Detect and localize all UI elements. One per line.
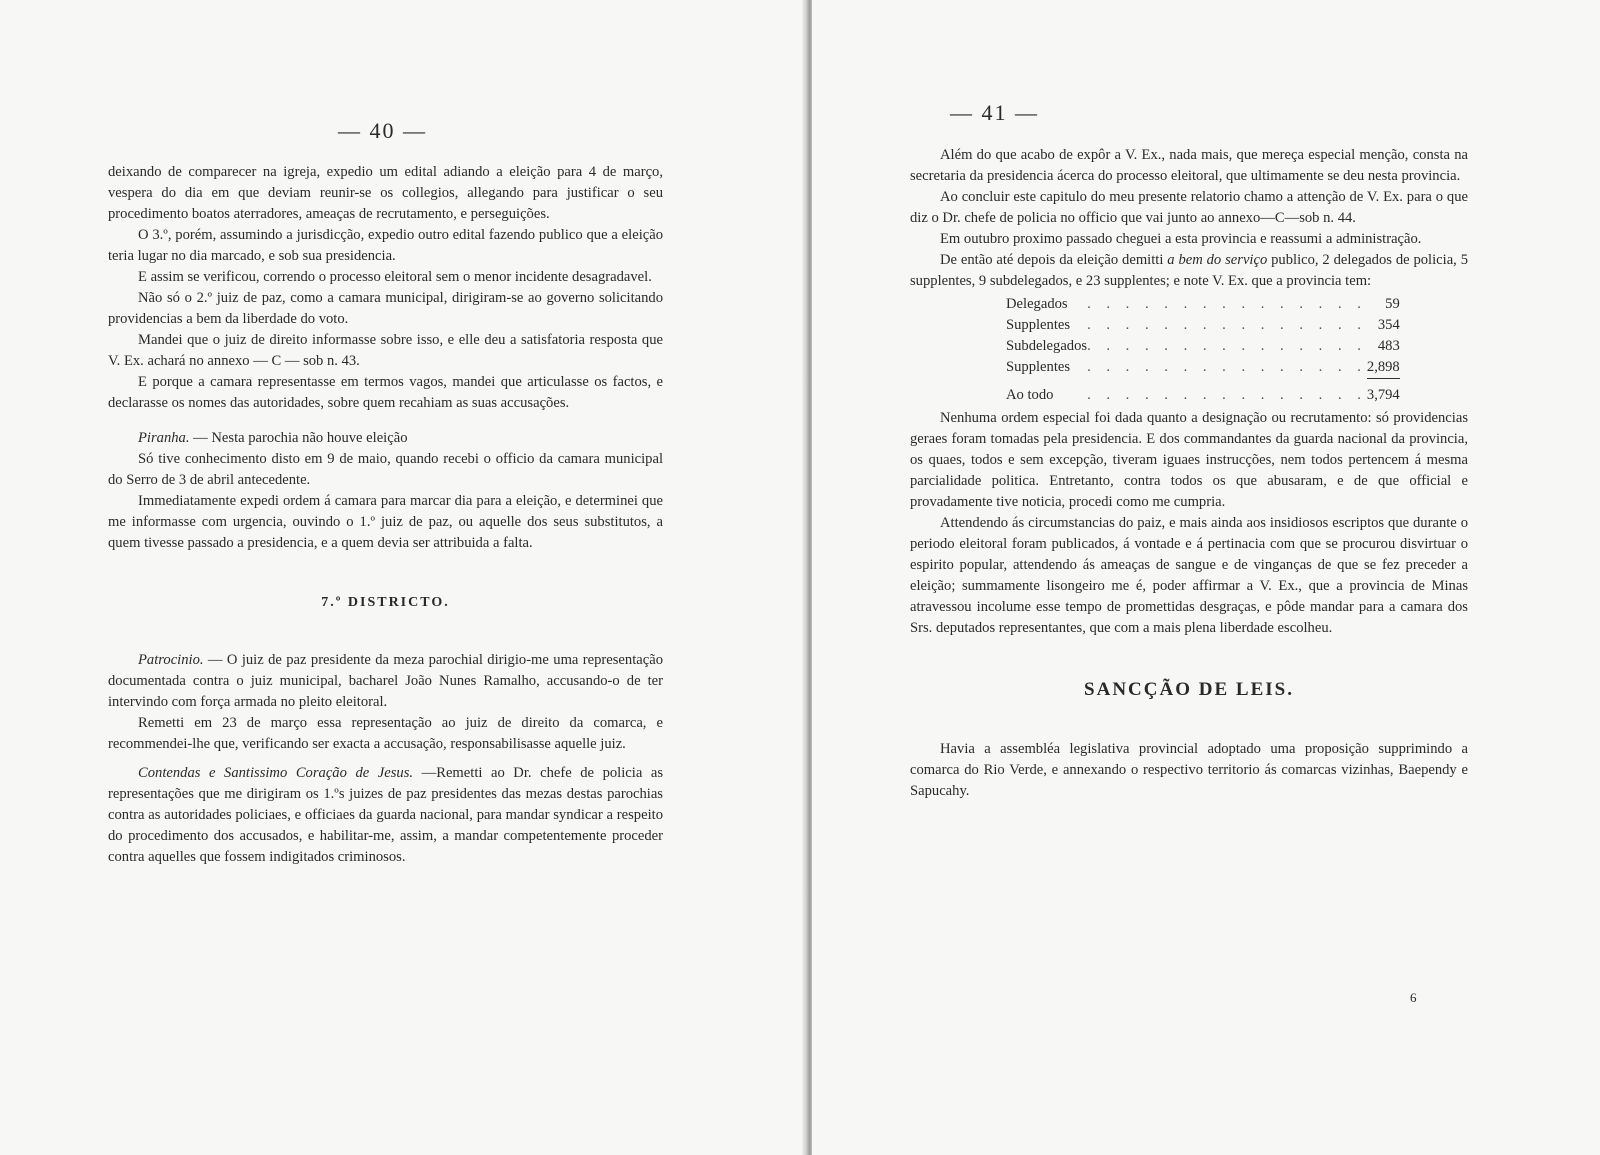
paragraph: Havia a assembléa legislativa provincial adoptado uma proposição supprimindo a comarca do Rio Verde, e annexando o respectivo territorio ás comarcas vizinhas, Baependy e Sapucahy. (910, 741, 1468, 799)
leader-dots: . . . . . . . . . . . . . . . (1087, 338, 1367, 354)
table-row (1006, 315, 1400, 336)
total-value: 3,794 (1366, 387, 1400, 403)
left-text-block (108, 162, 663, 868)
paragraph: Em outubro proximo passado cheguei a esta provincia e reassumi a administração. (940, 231, 1422, 247)
sheet-number: 6 (1410, 990, 1417, 1005)
paragraph: Attendendo ás circumstancias do paiz, e mais ainda aos insidiosos escriptos que durante o periodo eleitoral foram publicados, á vontade e á pertinacia com que se procurou disvirtuar o espirito popular, attendendo ás ameaças de sangue e de vinganças de que se fez preceder a eleição; summamente lisongeiro me é, poder affirmar a V. Ex., que a provincia de Minas atravessou incolume esse tempo de promettidas desgraças, e pôde mandar para a camara dos Srs. deputados representantes, que com a mais plena liberdade escolheu. (910, 515, 1468, 636)
paragraph: deixando de comparecer na igreja, expedio um edital adiando a eleição para 4 de março, vespera do dia em que deviam reunir-se os collegios, allegando para justificar o seu procedimento boatos aterradores, ameaças de recrutamento, e perseguições. (108, 164, 663, 222)
place-name: Patrocinio. (138, 652, 204, 668)
row-value: 2,898 (1367, 357, 1400, 379)
page-number-right: — 41 — (950, 100, 1039, 125)
paragraph: O 3.º, porém, assumindo a jurisdicção, expedio outro edital fazendo publico que a eleição teria lugar no dia marcado, e sob sua presidencia. (108, 227, 663, 264)
table-total-row (1006, 379, 1400, 407)
leader-dots: . . . . . . . . . . . . . . . (1087, 359, 1367, 376)
right-page (812, 0, 1600, 1155)
paragraph-text: —Remetti ao Dr. chefe de policia as representações que me dirigiram os 1.ºs juizes de paz presidentes das mezas destas parochias contra as autoridades policiaes, e officiaes da guarda nacional, para mandar syndicar a respeito do procedimento dos accusados, e habilitar-me, assim, a mandar competentemente proceder contra aquelles que fossem indigitados criminosos. (108, 765, 664, 865)
paragraph-contendas (108, 763, 663, 868)
total-label: Ao todo (1006, 386, 1054, 403)
table-row (1006, 336, 1400, 357)
italic-phrase: a bem do serviço (1167, 252, 1268, 268)
paragraph-patrocinio (108, 650, 663, 713)
paragraph-text: — Nesta parochia não houve eleição (193, 430, 408, 446)
paragraph: Remetti em 23 de março essa representação ao juiz de direito da comarca, e recommendei-lhe que, verificando ser exacta a accusação, responsabilisasse aquelle juiz. (108, 715, 663, 752)
paragraph: E porque a camara representasse em termos vagos, mandei que articulasse os factos, e declarasse os nomes das autoridades, sobre quem recahiam as suas accusações. (108, 374, 663, 411)
paragraph: Immediatamente expedi ordem á camara para marcar dia para a eleição, e determinei que me informasse com urgencia, ouvindo o 1.º juiz de paz, ou aquelle dos seus substitutos, a quem tivesse passado a presidencia, e a quem devia ser attribuida a falta. (108, 493, 663, 551)
right-text-block (910, 145, 1468, 802)
paragraph: Não só o 2.º juiz de paz, como a camara municipal, dirigiram-se ao governo solicitando providencias a bem da liberdade do voto. (108, 290, 663, 327)
row-label: Delegados (1006, 296, 1068, 312)
paragraph-text: De então até depois da eleição demitti (940, 252, 1164, 268)
place-name: Piranha. (138, 430, 190, 446)
paragraph-text: — O juiz de paz presidente da meza parochial dirigio-me uma representação documentada contra o juiz municipal, bacharel João Nunes Ramalho, accusando-o de ter intervindo com força armada no pleito eleitoral. (108, 652, 663, 710)
row-value: 354 (1377, 317, 1400, 333)
paragraph: Nenhuma ordem especial foi dada quanto a designação ou recrutamento: só providencias geraes foram tomadas pela presidencia. E dos commandantes da guarda nacional da provincia, os quaes, todos e sem excepção, tiveram iguaes instrucções, nem todos pertencem á mesma parcialidade politica. Entretanto, contra todos os que abusaram, e de que official e provadamente tive noticia, procedi como me cumpria. (910, 410, 1468, 510)
officials-table (1006, 294, 1400, 406)
page-number-left: — 40 — (338, 118, 427, 143)
leader-dots: . . . . . . . . . . . . . . . (1087, 386, 1367, 403)
paragraph: E assim se verificou, correndo o processo eleitoral sem o menor incidente desagradavel. (138, 269, 652, 285)
paragraph-text: publico, 2 delegados de policia, 5 supplentes, 9 subdelegados, e 23 supplentes; e note V. Ex. que a provincia tem: (910, 252, 1468, 289)
paragraph: Além do que acabo de expôr a V. Ex., nada mais, que mereça especial menção, consta na secretaria da presidencia ácerca do processo eleitoral, que ultimamente se deu nesta provincia. (910, 147, 1468, 184)
row-value: 59 (1385, 296, 1400, 312)
section-heading: SANCÇÃO DE LEIS. (1084, 678, 1294, 700)
table-row (1006, 357, 1400, 379)
district-heading: 7.º DISTRICTO. (321, 594, 450, 610)
place-name: Contendas e Santissimo Coração de Jesus. (138, 765, 414, 781)
leader-dots: . . . . . . . . . . . . . . . (1087, 317, 1367, 333)
row-label: Subdelegados (1006, 338, 1088, 354)
paragraph: Mandei que o juiz de direito informasse sobre isso, e elle deu a satisfatoria resposta que V. Ex. achará no annexo — C — sob n. 43. (108, 332, 663, 369)
paragraph: Ao concluir este capitulo do meu presente relatorio chamo a attenção de V. Ex. para o que diz o Dr. chefe de policia no officio que vai junto ao annexo—C—sob n. 44. (910, 189, 1468, 226)
table-row (1006, 294, 1400, 315)
row-label: Supplentes (1006, 359, 1071, 376)
paragraph-piranha (108, 428, 663, 449)
leader-dots: . . . . . . . . . . . . . . . (1087, 296, 1367, 312)
row-label: Supplentes (1006, 317, 1071, 333)
paragraph-demitti (910, 250, 1468, 292)
paragraph: Só tive conhecimento disto em 9 de maio, quando recebi o officio da camara municipal do Serro de 3 de abril antecedente. (108, 451, 663, 488)
row-value: 483 (1377, 338, 1400, 354)
